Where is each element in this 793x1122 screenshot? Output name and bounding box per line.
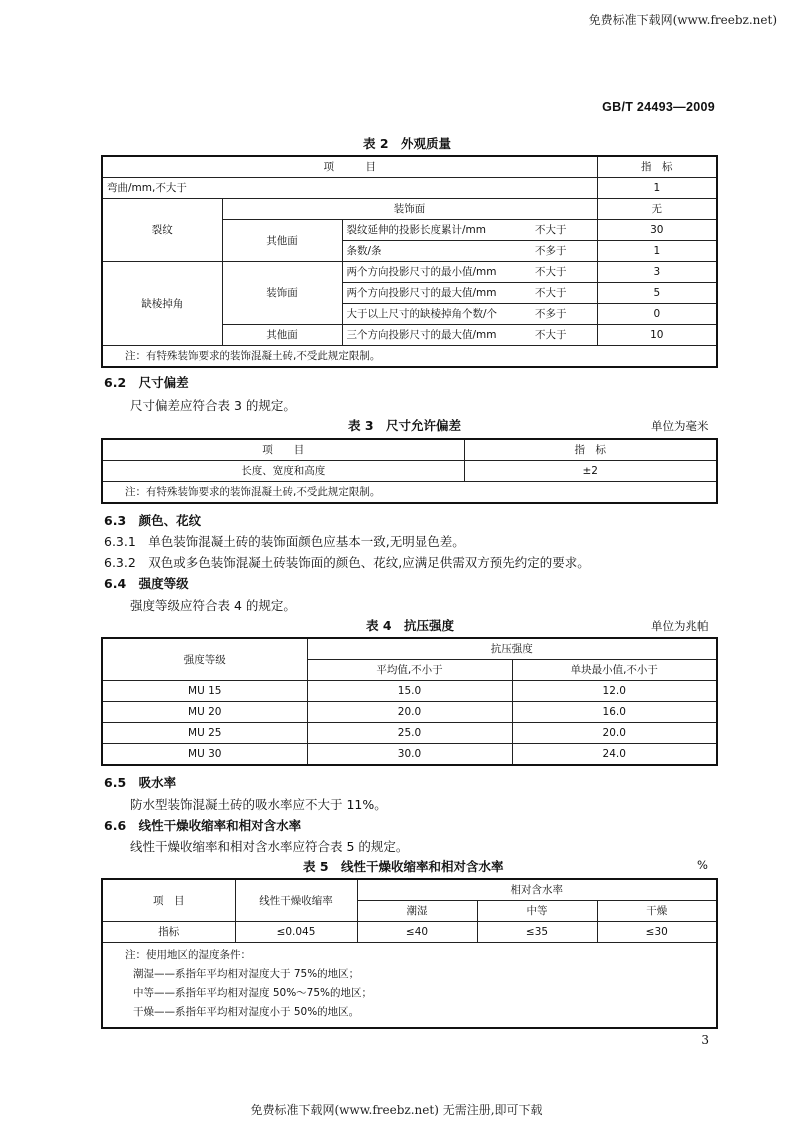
table4-avg: 30.0	[307, 744, 512, 766]
table4-grade: MU 20	[102, 702, 307, 723]
table2-crack-label: 裂纹	[102, 199, 222, 262]
table2-corner-count-limit: 不多于	[535, 308, 567, 320]
table3-header-item: 项 目	[102, 439, 464, 461]
section-6-4-title: 6.4 强度等级	[104, 576, 189, 591]
table5-note-line: 潮湿——系指年平均相对湿度大于 75%的地区；	[133, 968, 360, 980]
table5-note	[102, 943, 717, 1029]
table4-avg: 15.0	[307, 681, 512, 702]
table4-min: 16.0	[512, 702, 717, 723]
table2-bend-label: 弯曲/mm,不大于	[102, 178, 597, 199]
table5-header-humid: 潮湿	[357, 901, 477, 922]
table5-header-medium: 中等	[477, 901, 597, 922]
table4-header-strength: 抗压强度	[307, 638, 717, 660]
table2-corner-min-value: 3	[597, 262, 717, 283]
watermark-bottom: 免费标准下载网(www.freebz.net) 无需注册,即可下载	[250, 1103, 543, 1117]
table5-row-medium: ≤35	[477, 922, 597, 943]
table5-note-line: 干燥——系指年平均相对湿度小于 50%的地区。	[133, 1006, 360, 1018]
table5-header-shrink: 线性干燥收缩率	[235, 879, 357, 922]
table2-crack-deco-face: 装饰面	[222, 199, 597, 220]
table4-min: 12.0	[512, 681, 717, 702]
table2-corner-min-limit: 不大于	[535, 266, 567, 278]
table4-avg: 25.0	[307, 723, 512, 744]
table2-corner-count-desc: 大于以上尺寸的缺棱掉角个数/个	[346, 308, 498, 320]
table-row	[102, 723, 717, 744]
table2	[101, 155, 718, 368]
section-6-2-text: 尺寸偏差应符合表 3 的规定。	[130, 398, 296, 413]
table2-bend-value: 1	[597, 178, 717, 199]
table2-crack-len-limit: 不大于	[535, 224, 567, 236]
table4-min: 20.0	[512, 723, 717, 744]
table2-header-index: 指 标	[597, 156, 717, 178]
table-row	[102, 922, 717, 943]
table2-corner-max-value: 5	[597, 283, 717, 304]
page-number: 3	[701, 1033, 709, 1047]
table2-crack-deco-value: 无	[597, 199, 717, 220]
table2-corner-other-face: 其他面	[222, 325, 342, 346]
table4-caption: 表 4 抗压强度	[366, 618, 455, 633]
table4-grade: MU 15	[102, 681, 307, 702]
table5-note-line: 注：使用地区的湿度条件：	[125, 949, 251, 961]
table2-corner-max-desc: 两个方向投影尺寸的最大值/mm	[346, 287, 497, 299]
table5-row-dry: ≤30	[597, 922, 717, 943]
section-6-6-title: 6.6 线性干燥收缩率和相对含水率	[104, 818, 302, 833]
table3-unit: 单位为毫米	[651, 419, 709, 433]
section-6-3-1-text: 6.3.1 单色装饰混凝土砖的装饰面颜色应基本一致,无明显色差。	[104, 534, 465, 549]
table4-header-grade: 强度等级	[102, 638, 307, 681]
table2-crack-len-value: 30	[597, 220, 717, 241]
table5-note-line: 中等——系指年平均相对湿度 50%～75%的地区；	[133, 987, 373, 999]
table-row	[102, 744, 717, 766]
section-6-5-title: 6.5 吸水率	[104, 775, 177, 790]
table2-crack-count-desc: 条数/条	[346, 245, 382, 257]
table4-avg: 20.0	[307, 702, 512, 723]
section-6-6-text: 线性干燥收缩率和相对含水率应符合表 5 的规定。	[130, 839, 409, 854]
table2-corner-other-value: 10	[597, 325, 717, 346]
table5	[101, 878, 718, 1029]
table3-caption: 表 3 尺寸允许偏差	[348, 418, 462, 433]
table5-row-shrink: ≤0.045	[235, 922, 357, 943]
table2-corner-count-value: 0	[597, 304, 717, 325]
table4-header-min: 单块最小值,不小于	[512, 660, 717, 681]
table2-corner-label: 缺棱掉角	[102, 262, 222, 346]
table2-header-item: 项 目	[102, 156, 597, 178]
table5-header-item: 项 目	[102, 879, 235, 922]
table3	[101, 438, 718, 504]
table2-crack-count-limit: 不多于	[535, 245, 567, 257]
table2-crack-count-value: 1	[597, 241, 717, 262]
table2-corner-other-desc: 三个方向投影尺寸的最大值/mm	[346, 329, 497, 341]
table2-corner-other-limit: 不大于	[535, 329, 567, 341]
standard-number: GB/T 24493—2009	[602, 100, 715, 114]
table4-grade: MU 30	[102, 744, 307, 766]
section-6-4-text: 强度等级应符合表 4 的规定。	[130, 598, 296, 613]
table3-row-value: ±2	[464, 461, 717, 482]
table-row	[102, 702, 717, 723]
table2-note: 注：有特殊装饰要求的装饰混凝土砖,不受此规定限制。	[102, 346, 717, 368]
table2-corner-max-limit: 不大于	[535, 287, 567, 299]
section-6-2-title: 6.2 尺寸偏差	[104, 375, 189, 390]
table3-note: 注：有特殊装饰要求的装饰混凝土砖,不受此规定限制。	[102, 482, 717, 504]
table2-caption: 表 2 外观质量	[363, 136, 452, 151]
table5-caption: 表 5 线性干燥收缩率和相对含水率	[303, 859, 504, 874]
table4-unit: 单位为兆帕	[651, 619, 709, 633]
table5-header-moisture: 相对含水率	[357, 879, 717, 901]
table5-row-label: 指标	[102, 922, 235, 943]
table4-min: 24.0	[512, 744, 717, 766]
table2-corner-min-desc: 两个方向投影尺寸的最小值/mm	[346, 266, 497, 278]
table4-header-avg: 平均值,不小于	[307, 660, 512, 681]
section-6-3-title: 6.3 颜色、花纹	[104, 513, 202, 528]
table4-grade: MU 25	[102, 723, 307, 744]
table3-row-label: 长度、宽度和高度	[102, 461, 464, 482]
table2-crack-len-desc: 裂纹延伸的投影长度累计/mm	[346, 224, 486, 236]
section-6-3-2-text: 6.3.2 双色或多色装饰混凝土砖装饰面的颜色、花纹,应满足供需双方预先约定的要求。	[104, 555, 590, 570]
table-row	[102, 681, 717, 702]
table2-corner-deco-face: 装饰面	[222, 262, 342, 325]
table5-unit: %	[697, 858, 708, 872]
table5-header-dry: 干燥	[597, 901, 717, 922]
table3-header-index: 指 标	[464, 439, 717, 461]
table5-row-humid: ≤40	[357, 922, 477, 943]
watermark-top: 免费标准下载网(www.freebz.net)	[588, 13, 777, 27]
table4	[101, 637, 718, 766]
section-6-5-text: 防水型装饰混凝土砖的吸水率应不大于 11%。	[130, 797, 387, 812]
table2-crack-other-face: 其他面	[222, 220, 342, 262]
